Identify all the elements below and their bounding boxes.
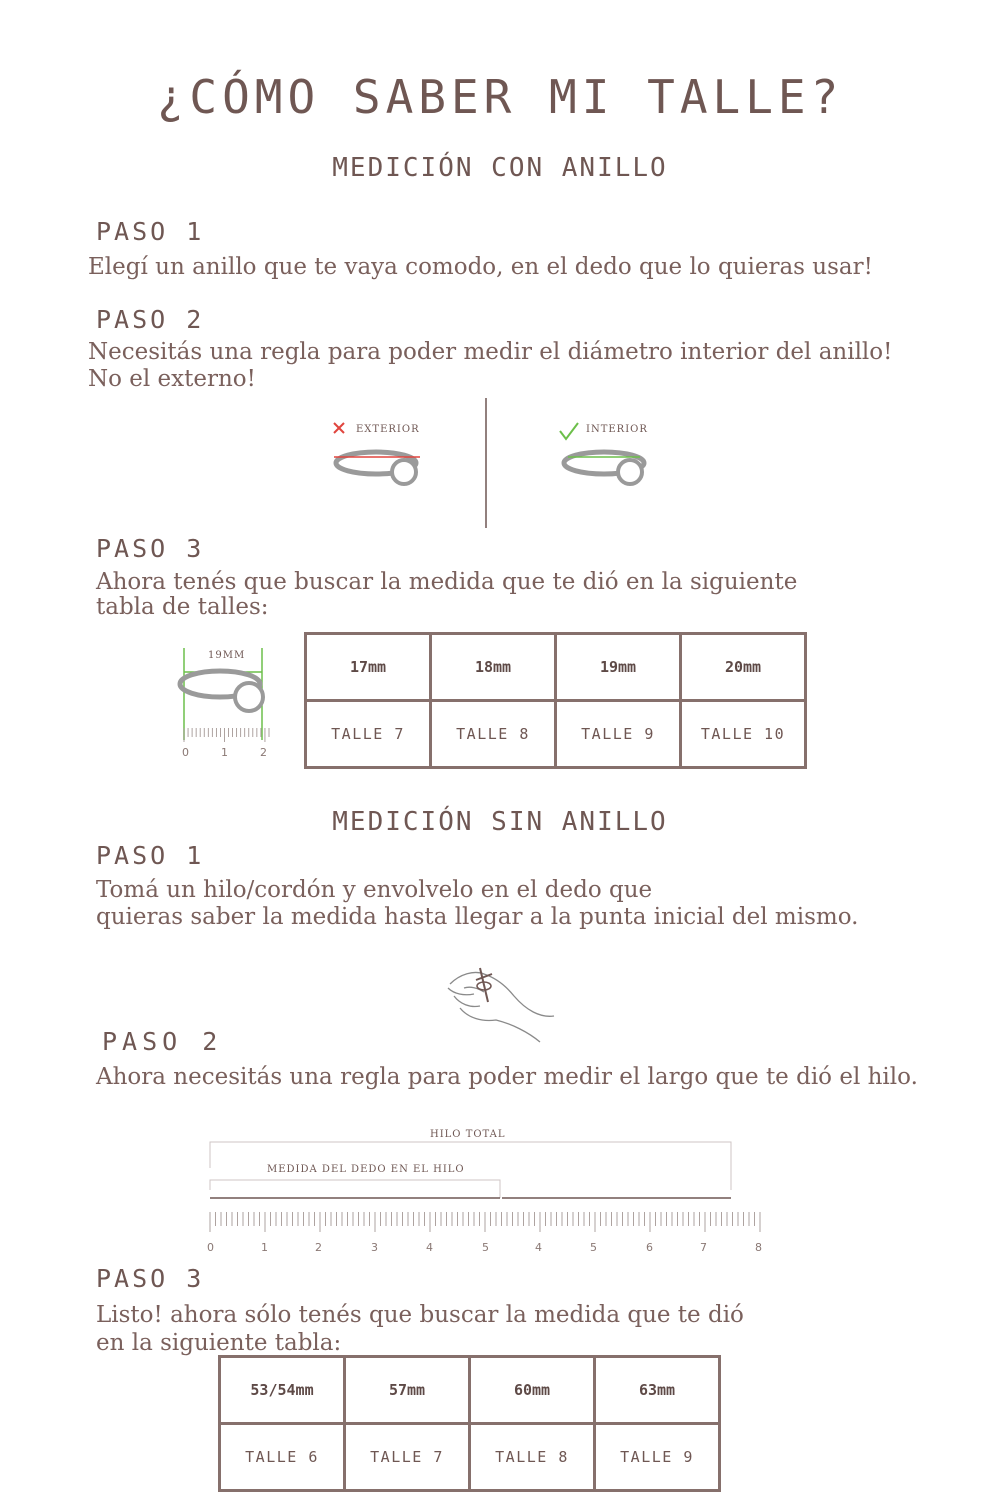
step-label: PASO 2 bbox=[102, 1027, 223, 1056]
ruler-number: 5 bbox=[482, 1241, 489, 1254]
ring-icon bbox=[180, 671, 263, 711]
step-text-line: en la siguiente tabla: bbox=[96, 1330, 342, 1356]
section-heading-without-ring: MEDICIÓN SIN ANILLO bbox=[332, 807, 668, 837]
section-heading-with-ring: MEDICIÓN CON ANILLO bbox=[332, 153, 668, 183]
step-text bbox=[96, 877, 858, 931]
table-cell-talle: TALLE 10 bbox=[681, 701, 806, 768]
step-text bbox=[96, 570, 797, 620]
step-label: PASO 1 bbox=[96, 841, 205, 870]
ruler-number: 2 bbox=[315, 1241, 322, 1254]
table-cell-talle: TALLE 6 bbox=[220, 1424, 345, 1491]
cross-icon bbox=[334, 423, 344, 433]
ruler-number: 1 bbox=[261, 1241, 268, 1254]
exterior-label: EXTERIOR bbox=[356, 424, 420, 435]
measure-label: 19MM bbox=[208, 650, 246, 661]
step-text bbox=[88, 339, 892, 393]
table-cell-talle: TALLE 7 bbox=[345, 1424, 470, 1491]
table-cell-mm: 53/54mm bbox=[220, 1357, 345, 1424]
ruler-number: 3 bbox=[371, 1241, 378, 1254]
table-cell-talle: TALLE 9 bbox=[595, 1424, 720, 1491]
table-cell-talle: TALLE 8 bbox=[470, 1424, 595, 1491]
ruler-number: 6 bbox=[646, 1241, 653, 1254]
table-cell-talle: TALLE 7 bbox=[306, 701, 431, 768]
finger-measure-label: MEDIDA DEL DEDO EN EL HILO bbox=[267, 1164, 465, 1175]
ring-ruler-diagram bbox=[172, 640, 282, 765]
ruler-number: 4 bbox=[535, 1241, 542, 1254]
ruler-number: 2 bbox=[260, 746, 267, 759]
ruler-number: 1 bbox=[221, 746, 228, 759]
hand-icon bbox=[440, 962, 560, 1048]
table-cell-mm: 17mm bbox=[306, 634, 431, 701]
step-text-line: Elegí un anillo que te vaya comodo, en el dedo que lo quieras usar! bbox=[88, 254, 873, 280]
ruler-number: 5 bbox=[590, 1241, 597, 1254]
step-text-line: quieras saber la medida hasta llegar a la punta inicial del mismo. bbox=[96, 904, 859, 930]
step-text-line: Ahora necesitás una regla para poder medir el largo que te dió el hilo. bbox=[96, 1064, 918, 1090]
step-text bbox=[96, 1064, 918, 1091]
ruler-number: 4 bbox=[426, 1241, 433, 1254]
ring-measure-diagram bbox=[320, 395, 680, 535]
step-text-line: Ahora tenés que buscar la medida que te dió en la siguiente bbox=[96, 569, 798, 595]
ruler bbox=[210, 1212, 760, 1232]
step-label: PASO 3 bbox=[96, 1264, 205, 1293]
table-cell-mm: 18mm bbox=[431, 634, 556, 701]
step-text-line: tabla de talles: bbox=[96, 594, 269, 620]
ruler bbox=[184, 728, 269, 742]
ruler-number: 7 bbox=[700, 1241, 707, 1254]
step-text bbox=[88, 254, 873, 281]
page-title: ¿CÓMO SABER MI TALLE? bbox=[156, 70, 844, 124]
table-cell-talle: TALLE 9 bbox=[556, 701, 681, 768]
check-icon bbox=[560, 423, 578, 439]
ruler-number: 0 bbox=[182, 746, 189, 759]
table-cell-mm: 57mm bbox=[345, 1357, 470, 1424]
total-string-label: HILO TOTAL bbox=[430, 1129, 506, 1140]
string-ruler-diagram bbox=[200, 1120, 775, 1260]
step-text bbox=[96, 1301, 744, 1357]
step-label: PASO 3 bbox=[96, 534, 205, 563]
interior-label: INTERIOR bbox=[586, 424, 648, 435]
table-cell-mm: 20mm bbox=[681, 634, 806, 701]
table-cell-mm: 60mm bbox=[470, 1357, 595, 1424]
step-text-line: Listo! ahora sólo tenés que buscar la medida que te dió bbox=[96, 1302, 744, 1328]
size-table-with-ring bbox=[304, 632, 807, 769]
step-text-line: Necesitás una regla para poder medir el diámetro interior del anillo! bbox=[88, 339, 893, 365]
table-cell-mm: 63mm bbox=[595, 1357, 720, 1424]
table-cell-talle: TALLE 8 bbox=[431, 701, 556, 768]
table-cell-mm: 19mm bbox=[556, 634, 681, 701]
step-label: PASO 2 bbox=[96, 305, 205, 334]
ruler-number: 0 bbox=[207, 1241, 214, 1254]
step-text-line: No el externo! bbox=[88, 366, 256, 392]
ruler-number: 8 bbox=[755, 1241, 762, 1254]
step-text-line: Tomá un hilo/cordón y envolvelo en el dedo que bbox=[96, 877, 653, 903]
step-label: PASO 1 bbox=[96, 217, 205, 246]
size-table-without-ring bbox=[218, 1355, 721, 1492]
